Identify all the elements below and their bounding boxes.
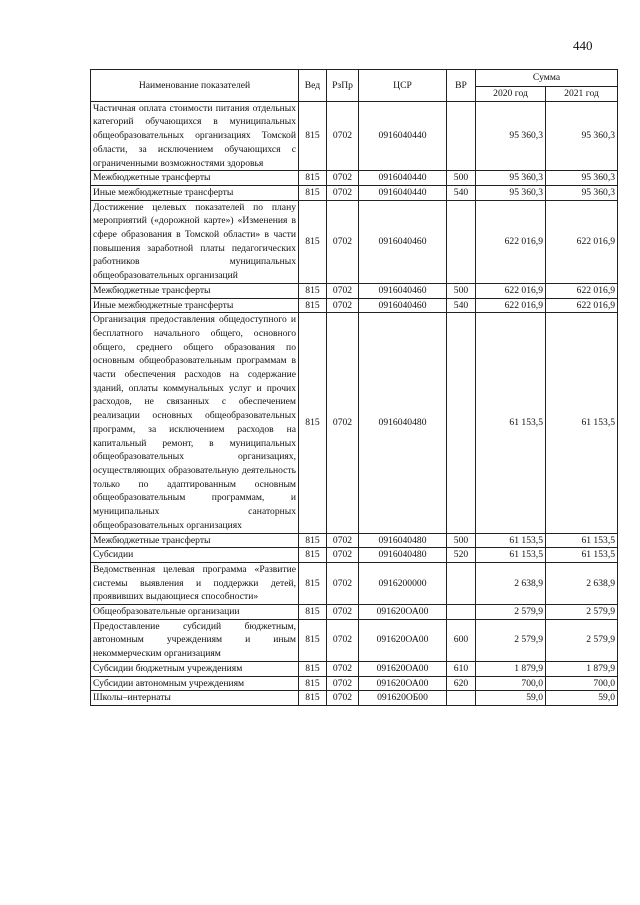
cell-name: Субсидии автономным учреждениям (91, 676, 299, 691)
cell-2020: 2 579,9 (476, 619, 546, 661)
cell-ved: 815 (299, 101, 327, 171)
cell-ved: 815 (299, 676, 327, 691)
cell-csr: 091620ОБ00 (359, 691, 447, 706)
cell-vr: 620 (447, 676, 476, 691)
cell-csr: 091620ОА00 (359, 676, 447, 691)
cell-2020: 95 360,3 (476, 185, 546, 200)
cell-csr: 0916040440 (359, 101, 447, 171)
col-header-rzpr: РзПр (327, 70, 359, 102)
cell-vr: 600 (447, 619, 476, 661)
cell-csr: 0916040460 (359, 298, 447, 313)
cell-name: Межбюджетные трансферты (91, 283, 299, 298)
cell-rzpr: 0702 (327, 298, 359, 313)
cell-name: Ведомственная целевая программа «Развитие системы выявления и поддержки детей, проявивших выдающиеся способности» (91, 562, 299, 604)
cell-name: Предоставление субсидий бюджетным, автономным учреждениям и иным некоммерческим организациям (91, 619, 299, 661)
cell-2020: 2 638,9 (476, 562, 546, 604)
cell-csr: 091620ОА00 (359, 605, 447, 620)
cell-name: Иные межбюджетные трансферты (91, 185, 299, 200)
cell-name: Организация предоставления общедоступного и бесплатного начального общего, основного общего, среднего общего образования по основным общеобразовательным программам в части обеспечения расходов на содержание зданий, оплаты коммунальных услуг и прочих расходов, не связанных с обеспечением реализации основных общеобразовательных программ, за исключением расходов на капитальный ремонт, в муниципальных общеобразовательных организациях, осуществляющих образовательную деятельность только по адаптированным основным общеобразовательным программам, и муниципальных санаторных общеобразовательных организациях (91, 313, 299, 533)
cell-vr (447, 691, 476, 706)
cell-rzpr: 0702 (327, 605, 359, 620)
cell-ved: 815 (299, 298, 327, 313)
cell-rzpr: 0702 (327, 313, 359, 533)
cell-ved: 815 (299, 185, 327, 200)
cell-ved: 815 (299, 283, 327, 298)
cell-vr: 610 (447, 661, 476, 676)
cell-2020: 622 016,9 (476, 283, 546, 298)
cell-2020: 95 360,3 (476, 101, 546, 171)
cell-2020: 61 153,5 (476, 313, 546, 533)
cell-2021: 95 360,3 (546, 171, 618, 186)
cell-ved: 815 (299, 548, 327, 563)
cell-2021: 95 360,3 (546, 101, 618, 171)
cell-2021: 2 638,9 (546, 562, 618, 604)
cell-rzpr: 0702 (327, 548, 359, 563)
table-row (91, 605, 618, 620)
cell-vr: 500 (447, 171, 476, 186)
cell-rzpr: 0702 (327, 171, 359, 186)
table-row (91, 171, 618, 186)
cell-2020: 95 360,3 (476, 171, 546, 186)
cell-csr: 0916040460 (359, 200, 447, 283)
page-number: 440 (573, 38, 593, 53)
table-row (91, 313, 618, 533)
cell-csr: 091620ОА00 (359, 661, 447, 676)
cell-rzpr: 0702 (327, 533, 359, 548)
table-row (91, 562, 618, 604)
cell-ved: 815 (299, 661, 327, 676)
cell-vr (447, 101, 476, 171)
cell-vr (447, 605, 476, 620)
cell-2020: 61 153,5 (476, 548, 546, 563)
cell-ved: 815 (299, 619, 327, 661)
cell-2021: 1 879,9 (546, 661, 618, 676)
cell-ved: 815 (299, 605, 327, 620)
cell-csr: 0916040460 (359, 283, 447, 298)
cell-csr: 0916040480 (359, 548, 447, 563)
cell-name: Иные межбюджетные трансферты (91, 298, 299, 313)
cell-2021: 61 153,5 (546, 313, 618, 533)
cell-rzpr: 0702 (327, 619, 359, 661)
cell-ved: 815 (299, 562, 327, 604)
cell-ved: 815 (299, 171, 327, 186)
cell-name: Субсидии бюджетным учреждениям (91, 661, 299, 676)
table-row (91, 298, 618, 313)
cell-2021: 61 153,5 (546, 533, 618, 548)
col-header-2020: 2020 год (476, 87, 546, 102)
cell-csr: 0916040440 (359, 185, 447, 200)
cell-rzpr: 0702 (327, 101, 359, 171)
cell-2021: 95 360,3 (546, 185, 618, 200)
table-row (91, 185, 618, 200)
cell-name: Частичная оплата стоимости питания отдельных категорий обучающихся в муниципальных общеобразовательных организациях Томской области, за исключением обучающихся с ограниченными возможностями здоровья (91, 101, 299, 171)
cell-name: Общеобразовательные организации (91, 605, 299, 620)
table-row (91, 676, 618, 691)
cell-2020: 59,0 (476, 691, 546, 706)
cell-rzpr: 0702 (327, 661, 359, 676)
cell-vr: 500 (447, 533, 476, 548)
table-row (91, 283, 618, 298)
cell-rzpr: 0702 (327, 676, 359, 691)
budget-table (90, 69, 618, 706)
cell-2021: 622 016,9 (546, 200, 618, 283)
cell-csr: 0916040480 (359, 313, 447, 533)
cell-ved: 815 (299, 313, 327, 533)
table-row (91, 200, 618, 283)
cell-vr: 500 (447, 283, 476, 298)
cell-csr: 0916200000 (359, 562, 447, 604)
col-header-name: Наименование показателей (91, 70, 299, 102)
cell-vr: 520 (447, 548, 476, 563)
cell-rzpr: 0702 (327, 185, 359, 200)
cell-vr (447, 313, 476, 533)
cell-name: Субсидии (91, 548, 299, 563)
cell-csr: 091620ОА00 (359, 619, 447, 661)
cell-2020: 700,0 (476, 676, 546, 691)
cell-name: Достижение целевых показателей по плану мероприятий («дорожной карте») «Изменения в сфере образования в Томской области» в части повышения заработной платы педагогических работников муниципальных общеобразовательных организаций (91, 200, 299, 283)
cell-2020: 622 016,9 (476, 200, 546, 283)
cell-2021: 2 579,9 (546, 605, 618, 620)
table-row (91, 619, 618, 661)
table-row (91, 661, 618, 676)
cell-rzpr: 0702 (327, 283, 359, 298)
cell-name: Межбюджетные трансферты (91, 533, 299, 548)
cell-rzpr: 0702 (327, 562, 359, 604)
cell-vr: 540 (447, 298, 476, 313)
cell-2020: 2 579,9 (476, 605, 546, 620)
cell-2021: 622 016,9 (546, 283, 618, 298)
cell-name: Школы–интернаты (91, 691, 299, 706)
cell-2020: 1 879,9 (476, 661, 546, 676)
col-header-2021: 2021 год (546, 87, 618, 102)
cell-ved: 815 (299, 200, 327, 283)
cell-ved: 815 (299, 533, 327, 548)
col-header-vr: ВР (447, 70, 476, 102)
col-header-csr: ЦСР (359, 70, 447, 102)
table-row (91, 691, 618, 706)
table-body (91, 101, 618, 705)
cell-csr: 0916040480 (359, 533, 447, 548)
table-row (91, 101, 618, 171)
cell-2021: 61 153,5 (546, 548, 618, 563)
cell-vr (447, 200, 476, 283)
col-header-sum: Сумма (476, 70, 618, 87)
cell-vr (447, 562, 476, 604)
cell-2021: 2 579,9 (546, 619, 618, 661)
cell-name: Межбюджетные трансферты (91, 171, 299, 186)
cell-2020: 622 016,9 (476, 298, 546, 313)
cell-2021: 59,0 (546, 691, 618, 706)
cell-2021: 622 016,9 (546, 298, 618, 313)
col-header-ved: Вед (299, 70, 327, 102)
cell-rzpr: 0702 (327, 200, 359, 283)
cell-rzpr: 0702 (327, 691, 359, 706)
table-row (91, 533, 618, 548)
cell-ved: 815 (299, 691, 327, 706)
cell-2020: 61 153,5 (476, 533, 546, 548)
cell-2021: 700,0 (546, 676, 618, 691)
cell-vr: 540 (447, 185, 476, 200)
cell-csr: 0916040440 (359, 171, 447, 186)
table-row (91, 548, 618, 563)
